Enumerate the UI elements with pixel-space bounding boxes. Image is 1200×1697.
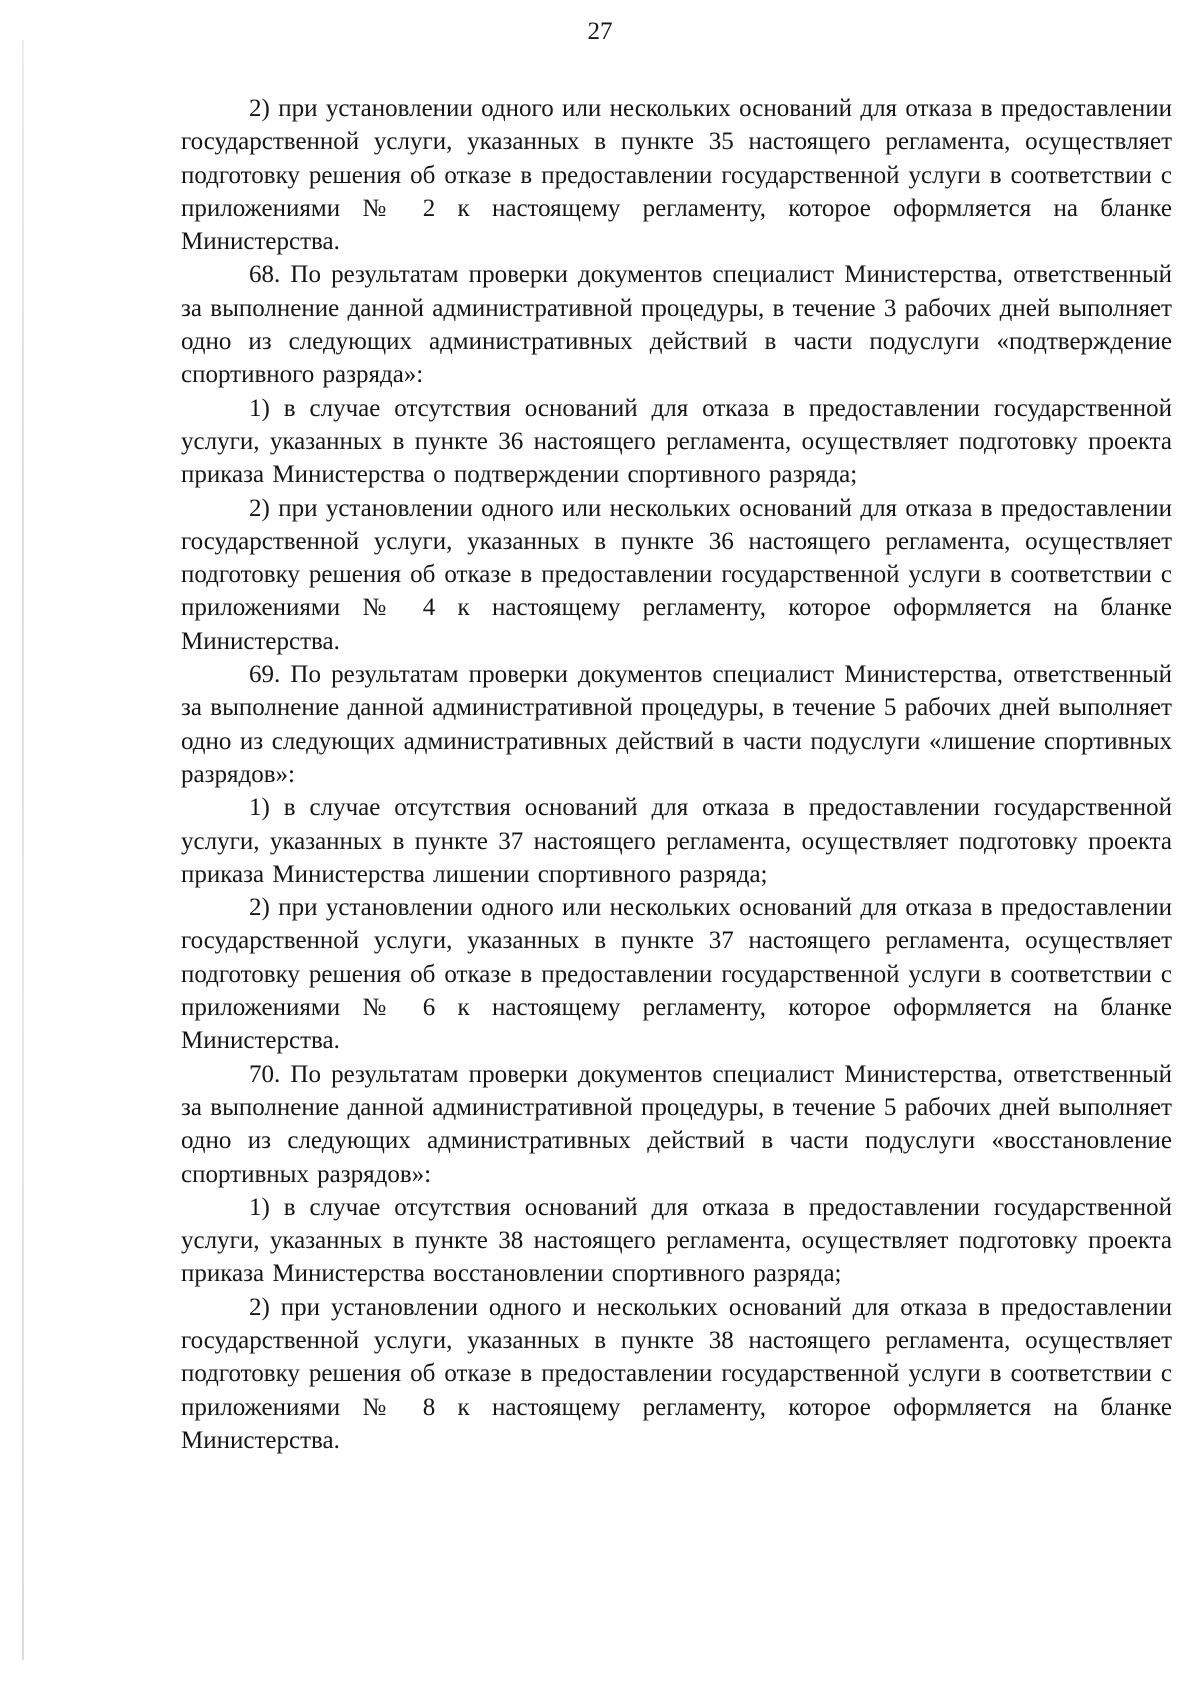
paragraph-70-item-2: 2) при установлении одного и нескольких оснований для отказа в предоставлении государственной услуги, указанных в пункте 38 настоящего регламента, осуществляет подготовку решения об отказе в предоставлении государственной услуги в соответствии с приложениями № 8 к настоящему регламенту, которое оформляется на бланке Министерства.	[181, 1293, 1172, 1454]
paragraph-68-item-1: 1) в случае отсутствия оснований для отказа в предоставлении государственной услуги, указанных в пункте 36 настоящего регламента, осуществляет подготовку проекта приказа Министерства о подтверждении спортивного разряда;	[181, 394, 1172, 489]
document-body	[181, 92, 1172, 1457]
paragraph-69: 69. По результатам проверки документов специалист Министерства, ответственный за выполнение данной административной процедуры, в течение 5 рабочих дней выполняет одно из следующих административных действий в части подуслуги «лишение спортивных разрядов»:	[181, 661, 1172, 788]
paragraph-1: 2) при установлении одного или нескольких оснований для отказа в предоставлении государственной услуги, указанных в пункте 35 настоящего регламента, осуществляет подготовку решения об отказе в предоставлении государственной услуги в соответствии с приложениями № 2 к настоящему регламенту, которое оформляется на бланке Министерства.	[181, 95, 1172, 256]
paragraph-70-item-1: 1) в случае отсутствия оснований для отказа в предоставлении государственной услуги, указанных в пункте 38 настоящего регламента, осуществляет подготовку проекта приказа Министерства восстановлении спортивного разряда;	[181, 1193, 1172, 1288]
paragraph-69-item-2: 2) при установлении одного или нескольких оснований для отказа в предоставлении государственной услуги, указанных в пункте 37 настоящего регламента, осуществляет подготовку решения об отказе в предоставлении государственной услуги в соответствии с приложениями № 6 к настоящему регламенту, которое оформляется на бланке Министерства.	[181, 894, 1172, 1055]
paragraph-68-item-2: 2) при установлении одного или нескольких оснований для отказа в предоставлении государственной услуги, указанных в пункте 36 настоящего регламента, осуществляет подготовку решения об отказе в предоставлении государственной услуги в соответствии с приложениями № 4 к настоящему регламенту, которое оформляется на бланке Министерства.	[181, 494, 1172, 655]
paragraph-68: 68. По результатам проверки документов специалист Министерства, ответственный за выполнение данной административной процедуры, в течение 3 рабочих дней выполняет одно из следующих административных действий в части подуслуги «подтверждение спортивного разряда»:	[181, 261, 1172, 389]
scan-edge-artifact	[22, 40, 24, 1660]
paragraph-69-item-1: 1) в случае отсутствия оснований для отказа в предоставлении государственной услуги, указанных в пункте 37 настоящего регламента, осуществляет подготовку проекта приказа Министерства лишении спортивного разряда;	[181, 794, 1172, 888]
page-number: 27	[587, 18, 613, 45]
paragraph-70: 70. По результатам проверки документов специалист Министерства, ответственный за выполнение данной административной процедуры, в течение 5 рабочих дней выполняет одно из следующих административных действий в части подуслуги «восстановление спортивных разрядов»:	[181, 1060, 1172, 1188]
